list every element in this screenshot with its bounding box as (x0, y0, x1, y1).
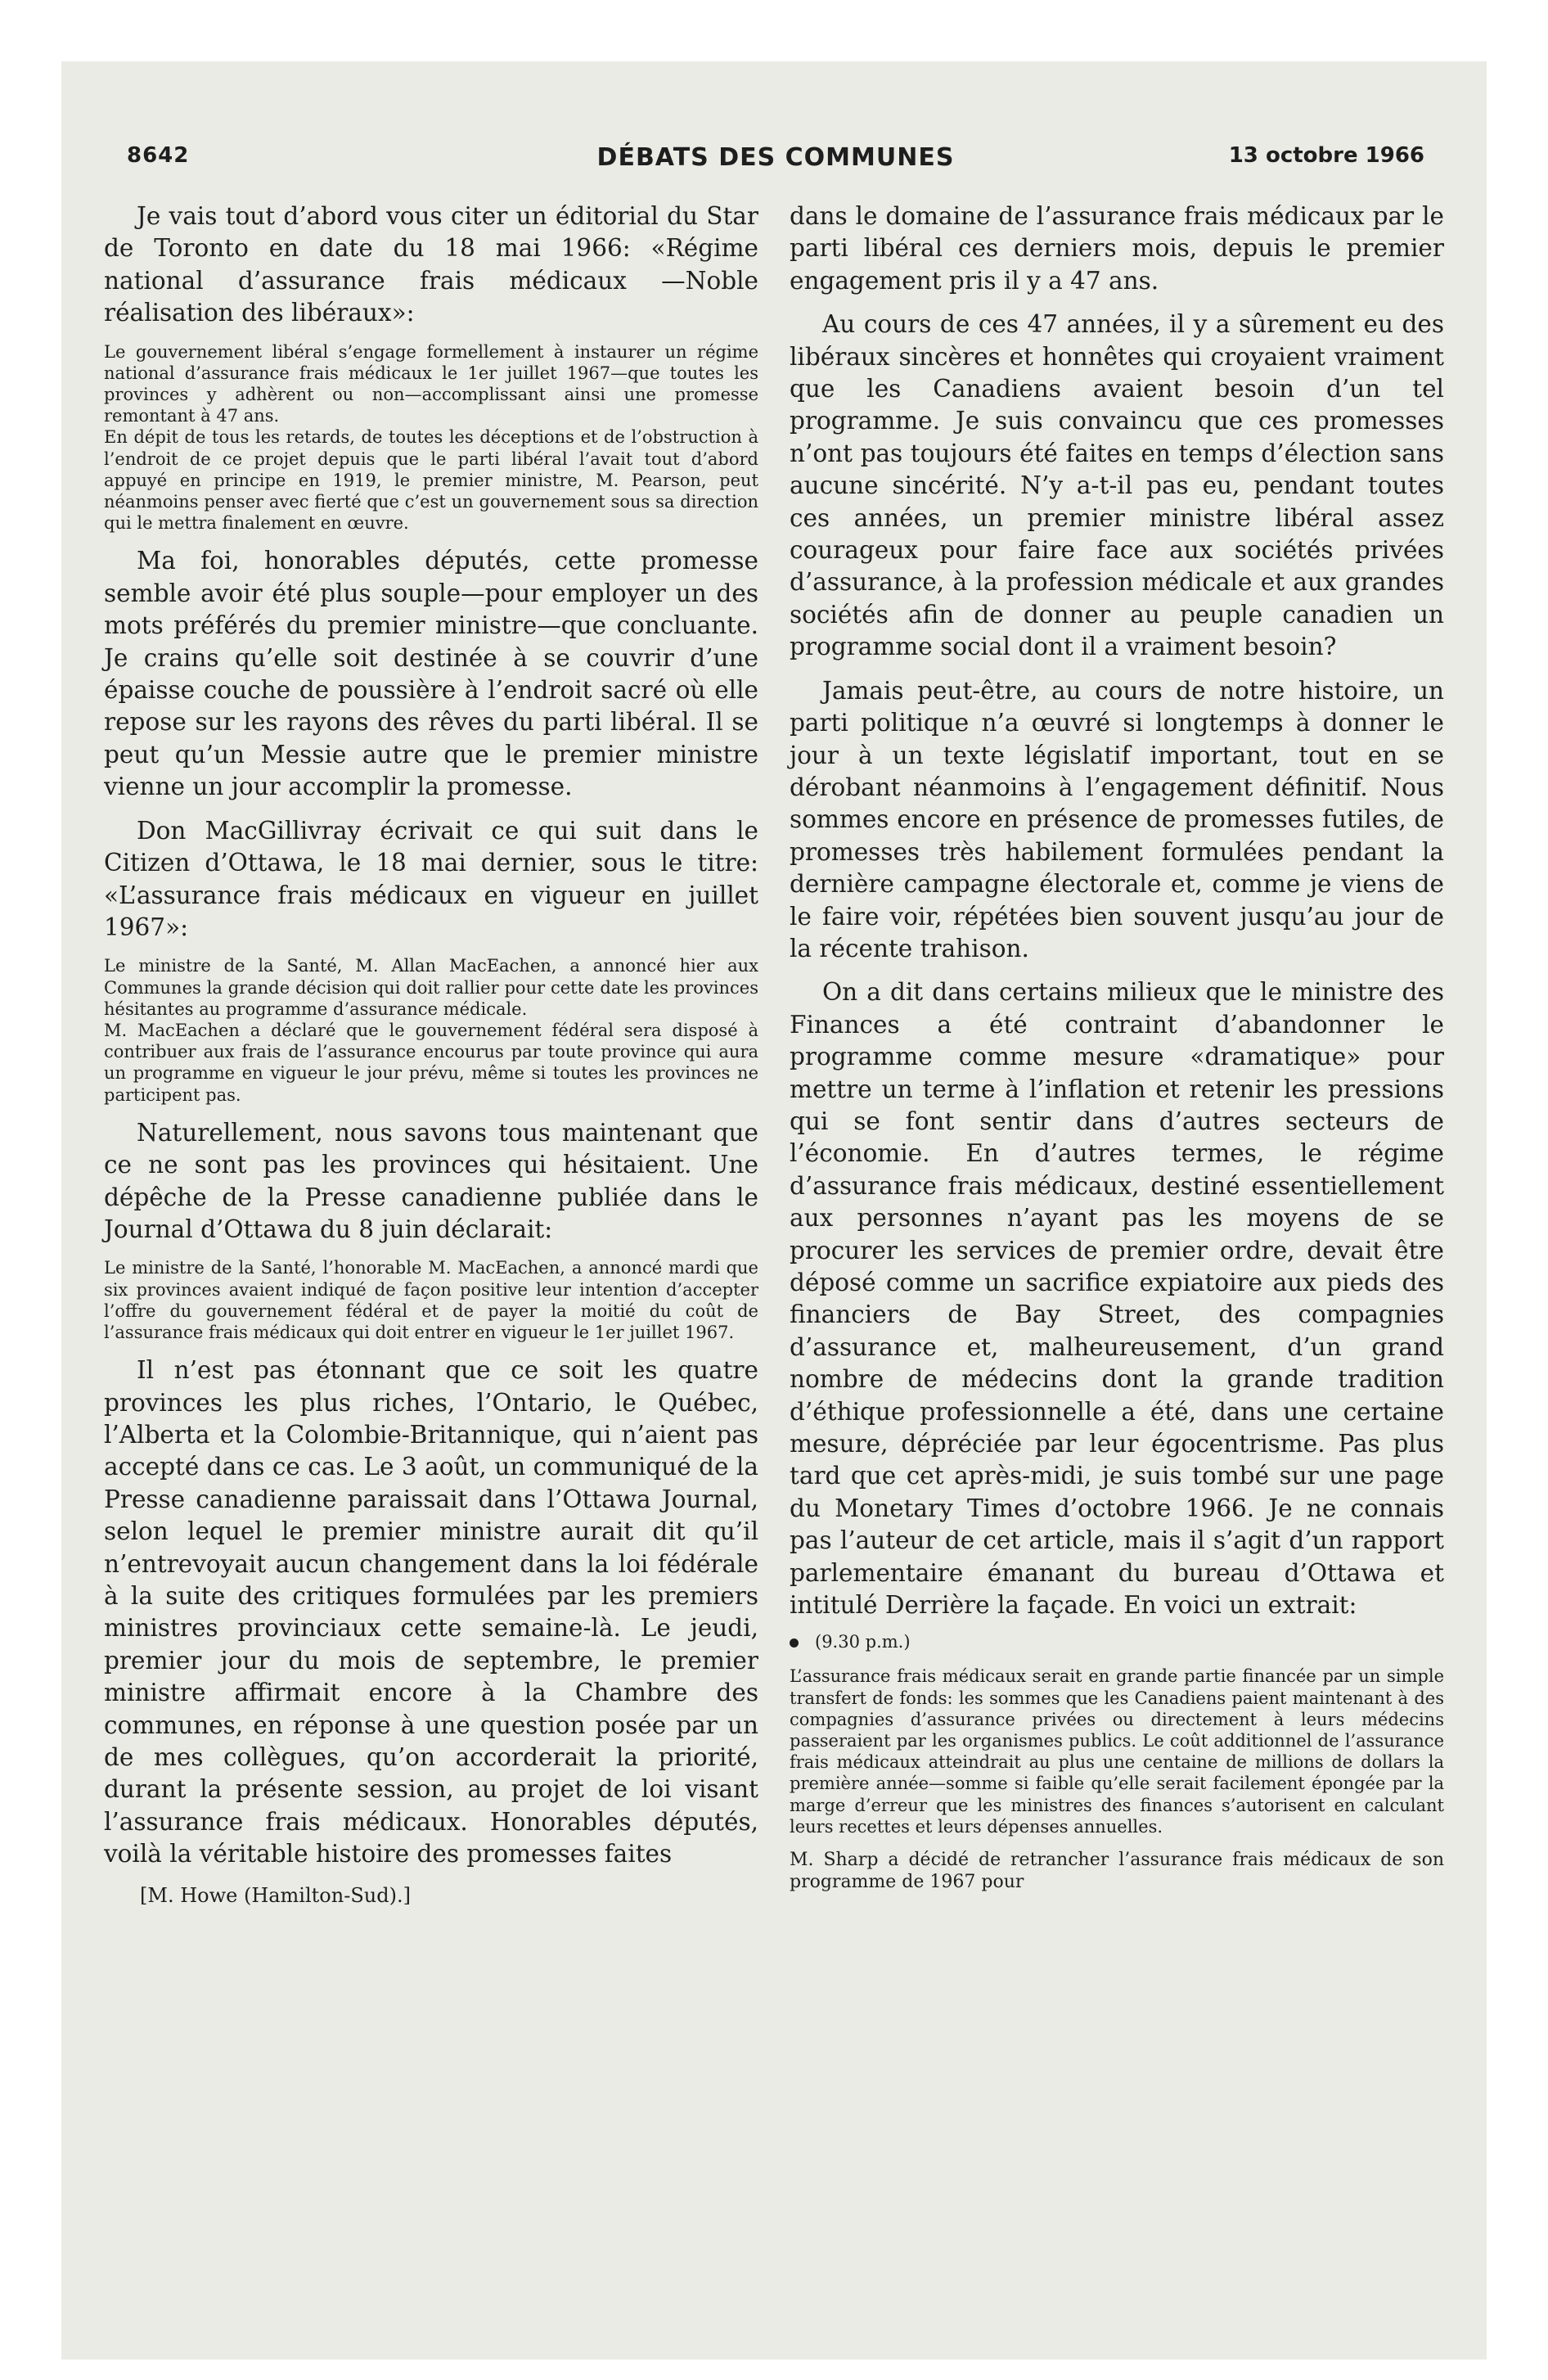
publication-title: DÉBATS DES COMMUNES (596, 143, 955, 172)
scanned-page (61, 61, 1487, 2360)
paragraph: Je vais tout d’abord vous citer un éditorial du Star de Toronto en date du 18 mai 1966: «Régime national d’assurance frais médicaux —Noble réalisation des libéraux»: (104, 202, 758, 327)
block-quote (790, 1666, 1444, 1893)
quote-paragraph: Le ministre de la Santé, l’honorable M. MacEachen, a annoncé mardi que six provinces avaient indiqué de façon positive leur intention d’accepter l’offre du gouvernement fédéral et de payer la moitié du coût de l’assurance frais médicaux qui doit entrer en vigueur le 1er juillet 1967. (104, 1258, 758, 1342)
time-text: (9.30 p.m.) (815, 1632, 911, 1652)
paragraph: Au cours de ces 47 années, il y a sûrement eu des libéraux sincères et honnêtes qui croyaient vraiment que les Canadiens avaient besoin d’un tel programme. Je suis convaincu que ces promesses n’ont pas toujours été faites en temps d’élection sans aucune sincérité. N’y a-t-il pas eu, pendant toutes ces années, un premier ministre libéral assez courageux pour faire face aux sociétés privées d’assurance, à la profession médicale et aux grandes sociétés afin de donner au peuple canadien un programme social dont il a vraiment besoin? (790, 310, 1444, 661)
paragraph: dans le domaine de l’assurance frais médicaux par le parti libéral ces derniers mois, depuis le premier engagement pris il y a 47 ans. (790, 202, 1444, 295)
page-date: 13 octobre 1966 (1228, 143, 1424, 168)
time-stamp (790, 1629, 1444, 1654)
paragraph: Don MacGillivray écrivait ce qui suit dans le Citizen d’Ottawa, le 18 mai dernier, sous le titre: «L’assurance frais médicaux en vigueur en juillet 1967»: (104, 816, 758, 941)
paragraph: Il n’est pas étonnant que ce soit les quatre provinces les plus riches, l’Ontario, le Québec, l’Alberta et la Colombie-Britannique, qui n’aient pas accepté dans ce cas. Le 3 août, un communiqué de la Presse canadienne paraissait dans l’Ottawa Journal, selon lequel le premier ministre aurait dit qu’il n’entrevoyait aucun changement dans la loi fédérale à la suite des critiques formulées par les premiers ministres provinciaux cette semaine-là. Le jeudi, premier jour du mois de septembre, le premier ministre affirmait encore à la Chambre des communes, en réponse à une question posée par un de mes collègues, qu’on accorderait la priorité, durant la présente session, au projet de loi visant l’assurance frais médicaux. Honorables députés, voilà la véritable histoire des promesses faites (104, 1356, 758, 1868)
left-column (104, 201, 758, 1909)
quote-paragraph: M. MacEachen a déclaré que le gouvernement fédéral sera disposé à contribuer aux frais de l’assurance encourus par toute province qui aura un programme en vigueur le jour prévu, même si toutes les provinces ne participent pas. (104, 1020, 758, 1105)
quote-paragraph: M. Sharp a décidé de retrancher l’assurance frais médicaux de son programme de 1967 pour (790, 1850, 1444, 1893)
quote-paragraph: L’assurance frais médicaux serait en grande partie financée par un simple transfert de fonds: les sommes que les Canadiens paient maintenant à des compagnies d’assurance privées ou directement à leurs médecins passeraient par les organismes publics. Le coût additionnel de l’assurance frais médicaux atteindrait au plus une centaine de millions de dollars la première année—somme si faible qu’elle serait facilement épongée par la marge d’erreur que les ministres des finances s’autorisent en calculant leurs recettes et leurs dépenses annuelles. (790, 1666, 1444, 1837)
paragraph: Ma foi, honorables députés, cette promesse semble avoir été plus souple—pour employer un des mots préférés du premier ministre—que concluante. Je crains qu’elle soit destinée à se couvrir d’une épaisse couche de poussière à l’endroit sacré où elle repose sur les rayons des rêves du parti libéral. Il se peut qu’un Messie autre que le premier ministre vienne un jour accomplir la promesse. (104, 547, 758, 801)
speaker-attribution: [M. Howe (Hamilton-Sud).] (140, 1883, 411, 1907)
quote-paragraph: Le ministre de la Santé, M. Allan MacEachen, a annoncé hier aux Communes la grande décision qui doit rallier pour cette date les provinces hésitantes au programme d’assurance médicale. (104, 956, 758, 1019)
quote-paragraph: Le gouvernement libéral s’engage formellement à instaurer un régime national d’assurance frais médicaux le 1er juillet 1967—que toutes les provinces y adhèrent ou non—accomplissant ainsi une promesse remontant à 47 ans. (104, 341, 758, 426)
block-quote (104, 341, 758, 534)
block-quote (104, 1257, 758, 1343)
paragraph: Naturellement, nous savons tous maintenant que ce ne sont pas les provinces qui hésitaient. Une dépêche de la Presse canadienne publiée dans le Journal d’Ottawa du 8 juin déclarait: (104, 1118, 758, 1243)
page-header (127, 143, 1424, 184)
paragraph: On a dit dans certains milieux que le ministre des Finances a été contraint d’abandonner le programme comme mesure «dramatique» pour mettre un terme à l’inflation et retenir les pressions qui se font sentir dans d’autres secteurs de l’économie. En d’autres termes, le régime d’assurance frais médicaux, destiné essentiellement aux personnes n’ayant pas les moyens de se procurer les services de premier ordre, devait être déposé comme un sacrifice expiatoire aux pieds des financiers de Bay Street, des compagnies d’assurance et, malheureusement, d’un grand nombre de médecins dont la grande tradition d’éthique professionnelle a été, dans une certaine mesure, dépréciée par leur égocentrisme. Pas plus tard que cet après-midi, je suis tombé sur une page du Monetary Times d’octobre 1966. Je ne connais pas l’auteur de cet article, mais il s’agit d’un rapport parlementaire émanant du bureau d’Ottawa et intitulé Derrière la façade. En voici un extrait: (790, 978, 1444, 1620)
page-number: 8642 (127, 143, 190, 168)
quote-paragraph: En dépit de tous les retards, de toutes les déceptions et de l’obstruction à l’endroit de ce projet depuis que le parti libéral l’avait tout d’abord appuyé en principe en 1919, le premier ministre, M. Pearson, peut néanmoins penser avec fierté que c’est un gouvernement sous sa direction qui le mettra finalement en œuvre. (104, 427, 758, 534)
block-quote (104, 955, 758, 1105)
paragraph: Jamais peut-être, au cours de notre histoire, un parti politique n’a œuvré si longtemps à donner le jour à un texte législatif important, tout en se dérobant néanmoins à l’engagement définitif. Nous sommes encore en présence de promesses futiles, de promesses très habilement formulées pendant la dernière campagne électorale et, comme je viens de le faire voir, répétées bien souvent jusqu’au jour de la récente trahison. (790, 676, 1444, 962)
bullet-icon (790, 1639, 799, 1648)
right-column (790, 201, 1444, 1904)
